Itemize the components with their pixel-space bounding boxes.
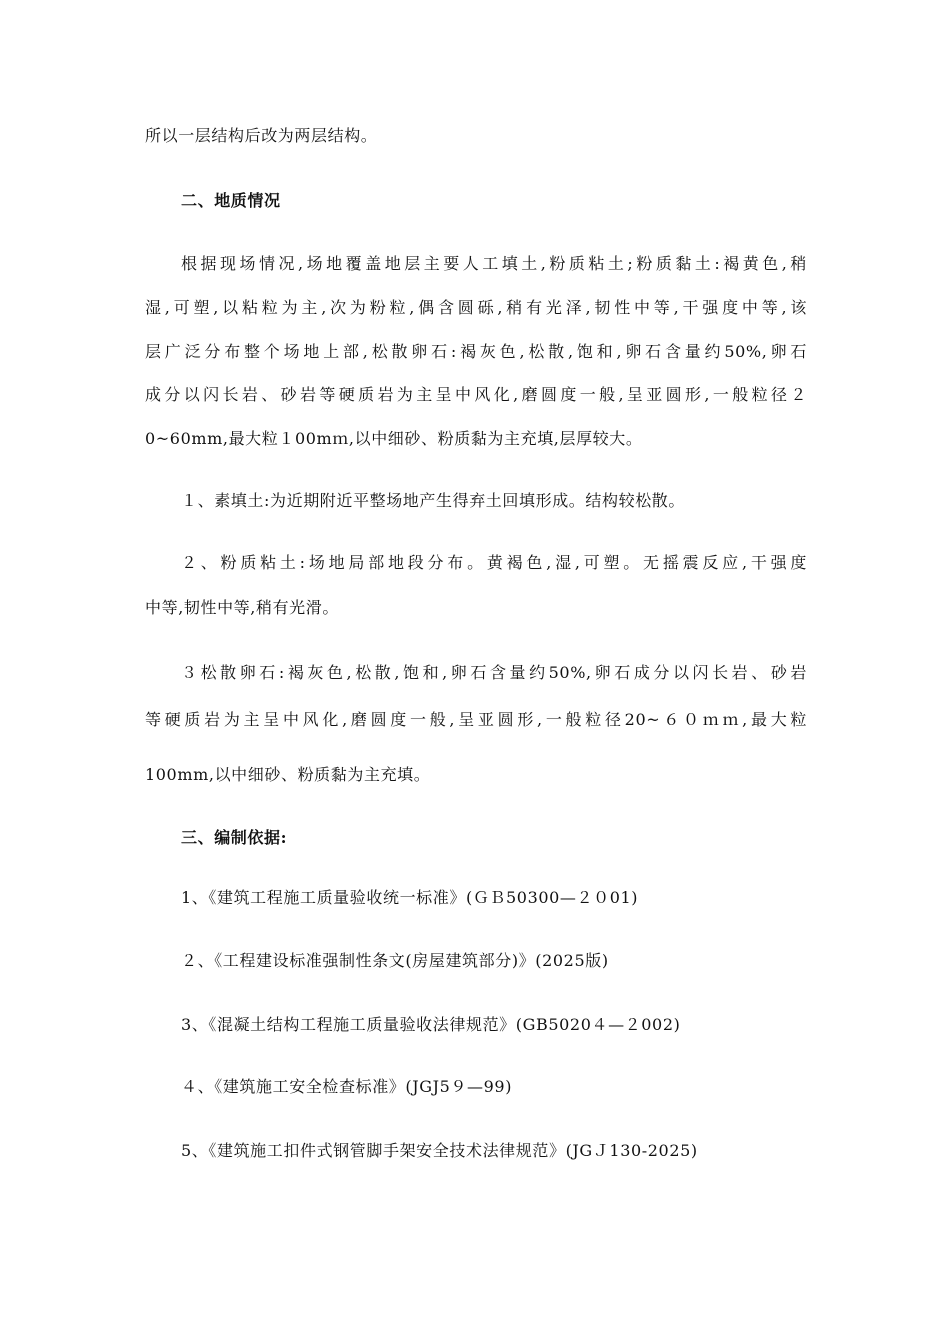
- reference-item-3: 3、《混凝土结构工程施工质量验收法律规范》(GB5020４—２002): [181, 1015, 681, 1034]
- soil-item-2-line-2: 中等,韧性中等,稍有光滑。: [145, 598, 339, 617]
- soil-item-3-line-2: 等硬质岩为主呈中风化,磨圆度一般,呈亚圆形,一般粒径20~６０ｍｍ,最大粒: [145, 710, 807, 729]
- intro-line: 所以一层结构后改为两层结构。: [145, 126, 378, 145]
- geology-paragraph-line-5: 0~60mm,最大粒１00mｍ,以中细砂、粉质黏为主充填,层厚较大。: [145, 429, 643, 448]
- geology-paragraph-line-4: 成分以闪长岩、砂岩等硬质岩为主呈中风化,磨圆度一般,呈亚圆形,一般粒径２: [145, 385, 807, 404]
- section-two-heading: 二、地质情况: [181, 191, 281, 210]
- reference-item-4: ４、《建筑施工安全检查标准》(JGJ5９—99): [181, 1077, 513, 1096]
- reference-item-2: ２、《工程建设标准强制性条文(房屋建筑部分)》(2025版): [181, 951, 609, 970]
- geology-paragraph-line-3: 层广泛分布整个场地上部,松散卵石:褐灰色,松散,饱和,卵石含量约50%,卵石: [145, 342, 807, 361]
- geology-paragraph-line-1: 根据现场情况,场地覆盖地层主要人工填土,粉质粘土;粉质黏土:褐黄色,稍: [181, 254, 807, 273]
- soil-item-2-line-1: ２、粉质粘土:场地局部地段分布。黄褐色,湿,可塑。无摇震反应,干强度: [181, 553, 807, 572]
- reference-item-1: 1、《建筑工程施工质量验收统一标准》(ＧＢ50300—２０01): [181, 888, 639, 907]
- section-three-heading: 三、编制依据:: [181, 828, 288, 847]
- reference-item-5: 5、《建筑施工扣件式钢管脚手架安全技术法律规范》(JGＪ130-2025): [181, 1141, 698, 1160]
- soil-item-3-line-3: 100mm,以中细砂、粉质黏为主充填。: [145, 765, 431, 784]
- soil-item-1: １、素填土:为近期附近平整场地产生得弃土回填形成。结构较松散。: [181, 491, 685, 510]
- soil-item-3-line-1: ３松散卵石:褐灰色,松散,饱和,卵石含量约50%,卵石成分以闪长岩、砂岩: [181, 663, 807, 682]
- geology-paragraph-line-2: 湿,可塑,以粘粒为主,次为粉粒,偶含圆砾,稍有光泽,韧性中等,干强度中等,该: [145, 298, 807, 317]
